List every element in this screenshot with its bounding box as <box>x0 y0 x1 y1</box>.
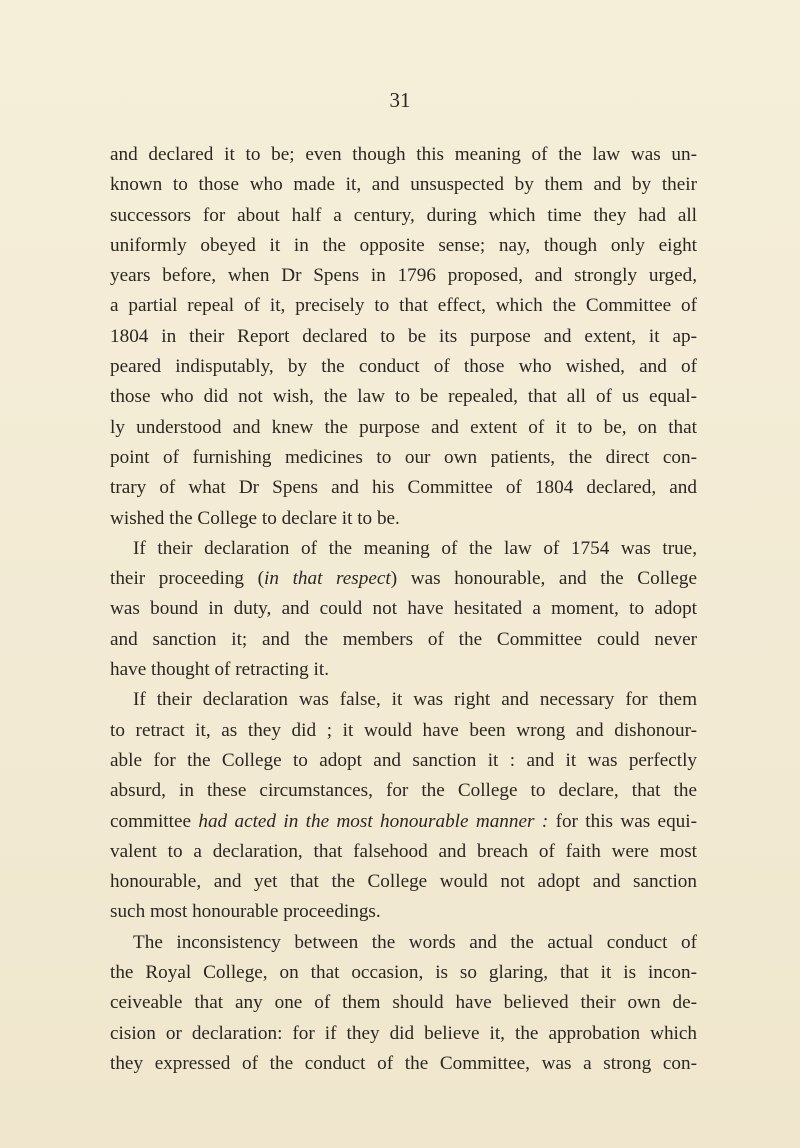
paragraph-2 <box>110 534 697 685</box>
text-span: their proceeding ( <box>110 568 265 590</box>
text-line: ly understood and knew the purpose and extent of it to be, on that <box>110 416 697 438</box>
paragraph-4 <box>110 928 697 1079</box>
text-line: If their declaration was false, it was right and necessary for them <box>133 689 697 711</box>
text-line: successors for about half a century, during which time they had all <box>110 204 697 226</box>
paragraph-3 <box>110 685 697 927</box>
text-line: 1804 in their Report declared to be its purpose and extent, it ap- <box>110 325 697 347</box>
text-line: and declared it to be; even though this meaning of the law was un- <box>110 144 697 165</box>
text-line: to retract it, as they did ; it would have been wrong and dishonour- <box>110 719 697 741</box>
text-line: ceiveable that any one of them should have believed their own de- <box>110 992 697 1014</box>
text-line: have thought of retracting it. <box>110 659 329 681</box>
text-line: The inconsistency between the words and the actual conduct of <box>133 931 697 953</box>
text-line: absurd, in these circumstances, for the College to declare, that the <box>110 780 697 802</box>
text-line <box>110 564 697 594</box>
text-span: for this was equi- <box>548 810 697 832</box>
text-line: a partial repeal of it, precisely to that effect, which the Committee of <box>110 295 697 317</box>
paragraph-1 <box>110 140 697 534</box>
text-line: cision or declaration: for if they did believe it, the approbation which <box>110 1022 697 1044</box>
page-number: 31 <box>389 88 411 112</box>
text-line: years before, when Dr Spens in 1796 proposed, and strongly urged, <box>110 265 697 287</box>
text-line: peared indisputably, by the conduct of those who wished, and of <box>110 356 697 378</box>
text-line: they expressed of the conduct of the Committee, was a strong con- <box>110 1052 697 1074</box>
text-span: ) was honourable, and the College <box>390 568 697 590</box>
text-span: committee <box>110 810 199 832</box>
text-line: those who did not wish, the law to be repealed, that all of us equal- <box>110 386 697 408</box>
italic-phrase: in that respect <box>264 568 391 590</box>
text-line: If their declaration of the meaning of the law of 1754 was true, <box>133 537 697 559</box>
text-line: valent to a declaration, that falsehood and breach of faith were most <box>110 840 697 862</box>
text-line: and sanction it; and the members of the Committee could never <box>110 628 697 650</box>
italic-phrase: had acted in the most honourable manner : <box>198 810 549 832</box>
text-line: trary of what Dr Spens and his Committee of 1804 declared, and <box>110 477 697 499</box>
text-line: honourable, and yet that the College would not adopt and sanction <box>110 871 697 893</box>
text-line: wished the College to declare it to be. <box>110 507 400 529</box>
body-text <box>110 140 697 1079</box>
text-line: able for the College to adopt and sanction it : and it was perfectly <box>110 749 697 771</box>
text-line: such most honourable proceedings. <box>110 901 381 923</box>
text-line: known to those who made it, and unsuspected by them and by their <box>110 174 697 196</box>
text-line: point of furnishing medicines to our own patients, the direct con- <box>110 446 697 468</box>
text-line <box>110 807 697 837</box>
text-line: uniformly obeyed it in the opposite sense; nay, though only eight <box>110 234 697 256</box>
text-line: was bound in duty, and could not have hesitated a moment, to adopt <box>110 598 697 620</box>
text-line: the Royal College, on that occasion, is so glaring, that it is incon- <box>110 962 697 984</box>
